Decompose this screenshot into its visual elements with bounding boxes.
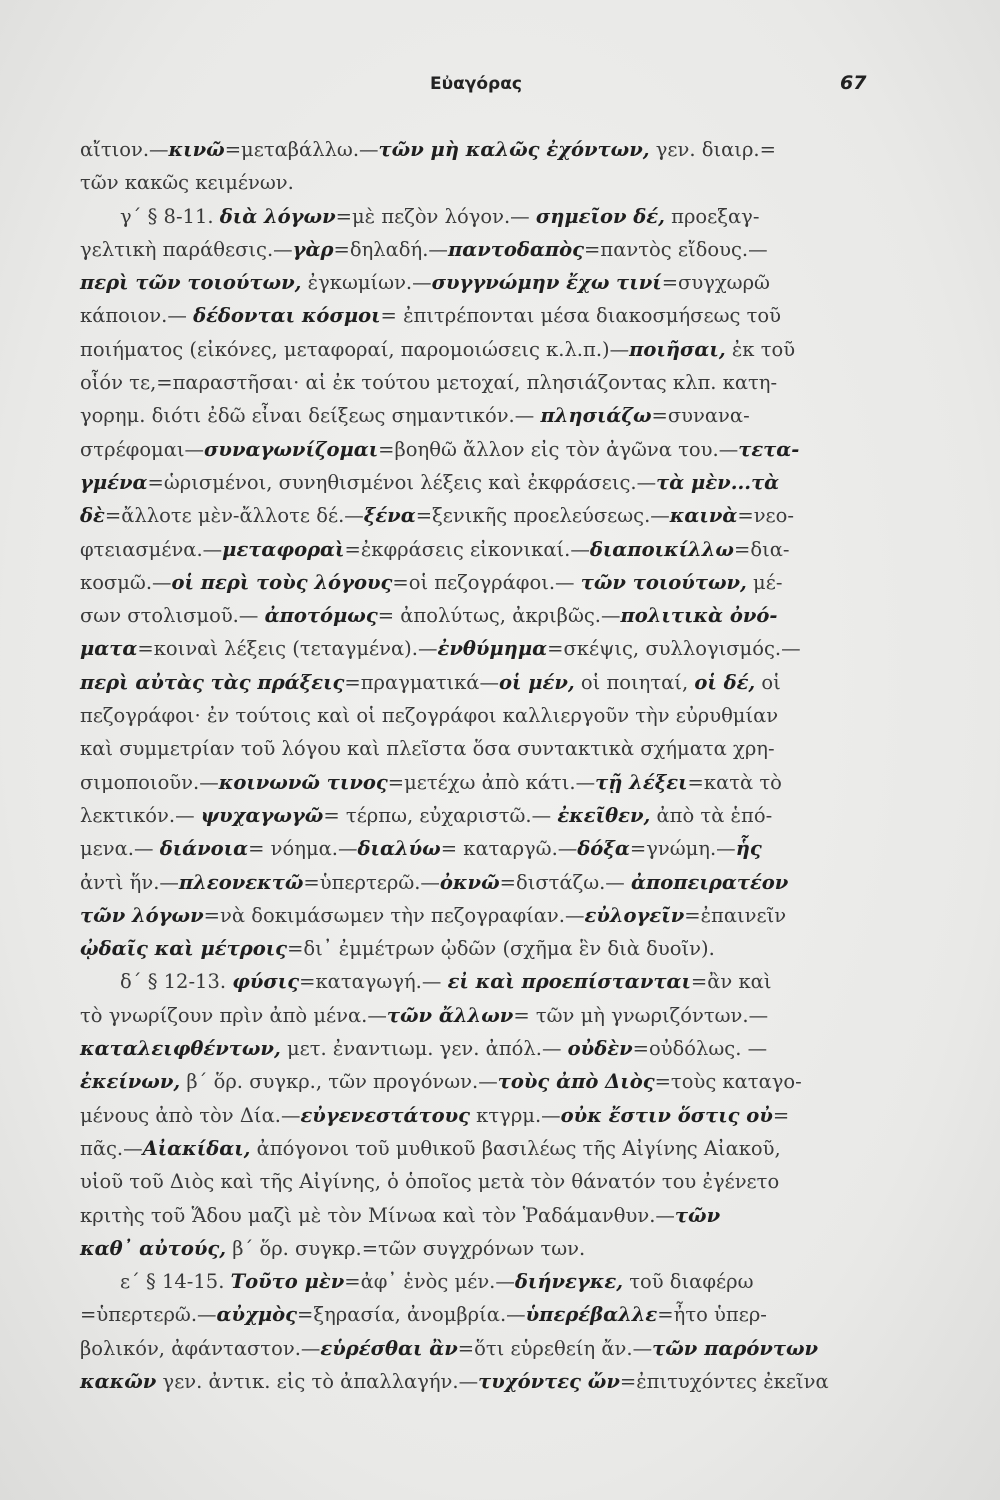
gloss-text: β΄ ὅρ. συγκρ.=τῶν συγχρόνων των. bbox=[226, 1236, 586, 1260]
gloss-text: γελτικὴ παράθεσις.— bbox=[80, 237, 293, 261]
glossed-term: κοινωνῶ τινος bbox=[218, 770, 388, 794]
glossed-term: ποιῆσαι, bbox=[629, 337, 726, 361]
gloss-text: =δηλαδή.— bbox=[333, 237, 448, 261]
text-line bbox=[80, 566, 880, 599]
glossed-term: καινὰ bbox=[669, 504, 738, 528]
text-line bbox=[80, 932, 880, 965]
glossed-term: διαλύω bbox=[357, 837, 441, 861]
glossed-term: τῶν παρόντων bbox=[652, 1336, 819, 1360]
gloss-text: =ὅτι εὑρεθείη ἄν.— bbox=[457, 1336, 653, 1360]
gloss-text: =ἀφ᾽ ἑνὸς μέν.— bbox=[344, 1270, 515, 1294]
text-line bbox=[80, 366, 880, 399]
gloss-text: οἱ ποιηταί, bbox=[574, 670, 695, 694]
gloss-text: =διστάζω.— bbox=[499, 870, 631, 894]
gloss-text: =ὑπερτερῶ.— bbox=[80, 1303, 217, 1327]
gloss-text: κοσμῶ.— bbox=[80, 570, 172, 594]
glossed-term: ἐκείνων, bbox=[80, 1070, 181, 1094]
gloss-text: πᾶς.— bbox=[80, 1136, 143, 1160]
glossed-term: ἐνθύμημα bbox=[437, 637, 548, 661]
glossed-term: πλεονεκτῶ bbox=[178, 870, 304, 894]
glossed-term: οἱ περὶ τοὺς λόγους bbox=[171, 570, 393, 594]
gloss-text: =νεο- bbox=[737, 504, 794, 528]
running-header bbox=[0, 70, 1000, 106]
gloss-text: στρέφομαι— bbox=[80, 437, 205, 461]
text-line bbox=[80, 1332, 880, 1365]
gloss-text: β΄ ὅρ. συγκρ., τῶν προγόνων.— bbox=[180, 1070, 498, 1094]
glossed-term: τῶν λόγων bbox=[80, 903, 204, 927]
gloss-text: =κοιναὶ λέξεις (τεταγμένα).— bbox=[137, 637, 438, 661]
gloss-text: =γνώμη.— bbox=[629, 837, 736, 861]
gloss-text: = τῶν μὴ γνωριζόντων.— bbox=[513, 1003, 769, 1027]
text-line bbox=[80, 1298, 880, 1331]
text-line bbox=[80, 133, 880, 166]
text-line bbox=[80, 200, 880, 233]
gloss-text: =ἐκφράσεις εἰκονικαί.— bbox=[344, 537, 590, 561]
glossed-term: παντοδαπὸς bbox=[447, 237, 585, 261]
glossed-term: πολιτικὰ ὀνό- bbox=[620, 604, 778, 628]
glossed-term: εἰ καὶ προεπίστανται bbox=[447, 970, 691, 994]
gloss-text: γεν. ἀντικ. εἰς τὸ ἀπαλλαγήν.— bbox=[156, 1369, 479, 1393]
gloss-text: =δια- bbox=[733, 537, 790, 561]
text-line bbox=[80, 399, 880, 432]
glossed-term: ψυχαγωγῶ bbox=[200, 803, 324, 827]
glossed-term: δέδονται κόσμοι bbox=[193, 304, 381, 328]
glossed-term: διάνοια bbox=[159, 837, 249, 861]
gloss-text: λεκτικόν.— bbox=[80, 803, 201, 827]
gloss-text: =τοὺς καταγο- bbox=[654, 1070, 802, 1094]
gloss-text: ε΄ § 14-15. bbox=[120, 1270, 231, 1294]
gloss-text: =ὑπερτερῶ.— bbox=[303, 870, 440, 894]
gloss-text: φτειασμένα.— bbox=[80, 537, 223, 561]
gloss-text: δ΄ § 12-13. bbox=[120, 970, 233, 994]
gloss-text: =ξηρασία, ἀνομβρία.— bbox=[297, 1303, 526, 1327]
glossed-term: ὀκνῶ bbox=[439, 870, 500, 894]
gloss-text: αἴτιον.— bbox=[80, 138, 169, 161]
gloss-text: =παντὸς εἴδους.— bbox=[584, 237, 768, 261]
glossed-term: διὰ λόγων bbox=[219, 204, 336, 228]
glossed-term: αὐχμὸς bbox=[216, 1303, 298, 1327]
gloss-text: κτγρμ.— bbox=[469, 1103, 561, 1127]
gloss-text: πεζογράφοι· ἐν τούτοις καὶ οἱ πεζογράφοι καλλιεργοῦν τὴν εὐρυθμίαν bbox=[80, 704, 779, 728]
text-line bbox=[80, 866, 880, 899]
gloss-text: μένους ἀπὸ τὸν Δία.— bbox=[80, 1103, 301, 1127]
gloss-text: =οἱ πεζογράφοι.— bbox=[392, 570, 581, 594]
gloss-text: =δι᾽ ἐμμέτρων ᾠδῶν (σχῆμα ἓν διὰ δυοῖν). bbox=[287, 937, 715, 961]
text-line bbox=[80, 699, 880, 732]
gloss-text: =συγχωρῶ bbox=[661, 271, 770, 295]
text-line bbox=[80, 832, 880, 865]
gloss-text: =οὐδόλως. — bbox=[632, 1037, 768, 1061]
glossed-term: κακῶν bbox=[80, 1369, 157, 1393]
glossed-term: γὰρ bbox=[292, 237, 334, 261]
glossed-term: οἱ δέ, bbox=[694, 670, 756, 694]
text-line bbox=[80, 166, 880, 199]
running-title: Εὐαγόρας bbox=[430, 74, 522, 94]
glossed-term: ἀποπειρατέον bbox=[631, 870, 789, 894]
glossed-term: διαποικίλλω bbox=[589, 537, 734, 561]
gloss-text: =κατὰ τὸ bbox=[687, 770, 782, 794]
gloss-text: κριτὴς τοῦ Ἅδου μαζὶ μὲ τὸν Μίνωα καὶ τὸν Ῥαδάμανθυν.— bbox=[80, 1203, 675, 1227]
glossed-term: Αἰακίδαι, bbox=[142, 1136, 251, 1160]
text-line bbox=[80, 1232, 880, 1265]
glossed-term: οἱ μέν, bbox=[498, 670, 575, 694]
glossed-term: συγγνώμην ἔχω τινί bbox=[431, 271, 662, 295]
text-line bbox=[80, 1132, 880, 1165]
gloss-text: = καταργῶ.— bbox=[440, 837, 578, 861]
gloss-text: οἱ bbox=[755, 670, 781, 694]
glossed-term: εὑρέσθαι ἂν bbox=[320, 1336, 458, 1360]
glossed-term: δὲ bbox=[80, 504, 105, 528]
gloss-text: =ἄλλοτε μὲν-ἄλλοτε δέ.— bbox=[104, 504, 364, 528]
glossed-term: καταλειφθέντων, bbox=[80, 1037, 281, 1061]
gloss-text: μέ- bbox=[746, 570, 783, 594]
glossed-term: τὰ μὲν...τὰ bbox=[656, 470, 780, 494]
gloss-text: γ΄ § 8-11. bbox=[120, 204, 220, 228]
text-line bbox=[80, 1365, 880, 1398]
gloss-text: καὶ συμμετρίαν τοῦ λόγου καὶ πλεῖστα ὅσα συντακτικὰ σχήματα χρη- bbox=[80, 737, 775, 761]
gloss-text: βολικόν, ἀφάνταστον.— bbox=[80, 1336, 321, 1360]
glossed-term: τῶν τοιούτων, bbox=[580, 570, 747, 594]
gloss-text: = τέρπω, εὐχαριστῶ.— bbox=[323, 803, 558, 827]
text-line bbox=[80, 1032, 880, 1065]
glossed-term: ἀποτόμως bbox=[264, 604, 378, 628]
glossed-term: γμένα bbox=[80, 470, 148, 494]
gloss-text: =ξενικῆς προελεύσεως.— bbox=[415, 504, 670, 528]
glossed-term: τῇ λέξει bbox=[595, 770, 688, 794]
glossed-term: ματα bbox=[80, 637, 138, 661]
gloss-text: =ἂν καὶ bbox=[690, 970, 772, 994]
glossed-term: καθ᾽ αὐτούς, bbox=[80, 1236, 227, 1260]
glossed-term: οὐδὲν bbox=[567, 1037, 633, 1061]
text-line bbox=[80, 333, 880, 366]
gloss-text: =μὲ πεζὸν λόγον.— bbox=[335, 204, 536, 228]
gloss-text: = νόημα.— bbox=[248, 837, 358, 861]
text-line bbox=[80, 766, 880, 799]
commentary-text bbox=[80, 133, 880, 1398]
text-line bbox=[80, 632, 880, 665]
gloss-text: γορημ. διότι ἐδῶ εἶναι δείξεως σημαντικόν.— bbox=[80, 404, 541, 428]
glossed-term: εὐλογεῖν bbox=[584, 903, 685, 927]
glossed-term: μεταφοραὶ bbox=[222, 537, 345, 561]
glossed-term: τῶν μὴ καλῶς ἐχόντων, bbox=[378, 138, 650, 161]
glossed-term: ὑπερέβαλλε bbox=[525, 1303, 658, 1327]
gloss-text: οἷόν τε,=παραστῆσαι· αἱ ἐκ τούτου μετοχαί, πλησιάζοντας κλπ. κατη- bbox=[80, 371, 778, 395]
gloss-text: ἐκ τοῦ bbox=[725, 337, 796, 361]
gloss-text: = ἀπολύτως, ἀκριβῶς.— bbox=[377, 604, 621, 628]
text-line bbox=[80, 899, 880, 932]
glossed-term: τῶν bbox=[674, 1203, 721, 1227]
glossed-term: τετα- bbox=[738, 437, 800, 461]
gloss-text: =ἐπαινεῖν bbox=[684, 903, 787, 927]
gloss-text: τοῦ διαφέρω bbox=[623, 1270, 754, 1294]
text-line bbox=[80, 1165, 880, 1198]
gloss-text: μετ. ἐναντιωμ. γεν. ἀπόλ.— bbox=[280, 1037, 568, 1061]
gloss-text: σιμοποιοῦν.— bbox=[80, 770, 219, 794]
gloss-text: γεν. διαιρ.= bbox=[649, 138, 776, 161]
glossed-term: ξένα bbox=[363, 504, 416, 528]
gloss-text: =ἐπιτυχόντες ἐκεῖνα bbox=[619, 1369, 829, 1393]
gloss-text: ἀντὶ ἥν.— bbox=[80, 870, 179, 894]
glossed-term: φύσις bbox=[232, 970, 300, 994]
text-line bbox=[80, 499, 880, 532]
gloss-text: σων στολισμοῦ.— bbox=[80, 604, 265, 628]
gloss-text: =ὡρισμένοι, συνηθισμένοι λέξεις καὶ ἐκφράσεις.— bbox=[147, 470, 657, 494]
glossed-term: διήνεγκε, bbox=[514, 1270, 624, 1294]
text-line bbox=[80, 299, 880, 332]
text-line bbox=[80, 233, 880, 266]
gloss-text: μενα.— bbox=[80, 837, 160, 861]
text-line bbox=[80, 799, 880, 832]
glossed-term: δόξα bbox=[577, 837, 630, 861]
glossed-term: κινῶ bbox=[168, 138, 225, 161]
glossed-term: Τοῦτο μὲν bbox=[230, 1270, 345, 1294]
gloss-text: =ἦτο ὑπερ- bbox=[657, 1303, 767, 1327]
gloss-text: ἀπὸ τὰ ἑπό- bbox=[650, 803, 773, 827]
text-line bbox=[80, 1099, 880, 1132]
gloss-text: τὸ γνωρίζουν πρὶν ἀπὸ μένα.— bbox=[80, 1003, 387, 1027]
gloss-text: ποιήματος (εἰκόνες, μεταφοραί, παρομοιώσεις κ.λ.π.)— bbox=[80, 337, 630, 361]
gloss-text: =μετέχω ἀπὸ κάτι.— bbox=[387, 770, 596, 794]
page-number: 67 bbox=[840, 72, 867, 94]
gloss-text: =μεταβάλλω.— bbox=[224, 138, 379, 161]
glossed-term: τυχόντες ὤν bbox=[478, 1369, 620, 1393]
gloss-text: =βοηθῶ ἄλλον εἰς τὸν ἀγῶνα του.— bbox=[378, 437, 739, 461]
gloss-text: τῶν κακῶς κειμένων. bbox=[80, 171, 294, 195]
text-line bbox=[80, 1199, 880, 1232]
glossed-term: ᾠδαῖς καὶ μέτροις bbox=[80, 937, 288, 961]
text-line bbox=[80, 433, 880, 466]
glossed-term: τῶν ἄλλων bbox=[386, 1003, 514, 1027]
text-line bbox=[80, 1065, 880, 1098]
text-line bbox=[80, 466, 880, 499]
glossed-term: σημεῖον δέ, bbox=[535, 204, 665, 228]
glossed-term: τοὺς ἀπὸ Διὸς bbox=[497, 1070, 655, 1094]
gloss-text: προεξαγ- bbox=[664, 204, 760, 228]
glossed-term: περὶ αὐτὰς τὰς πράξεις bbox=[80, 670, 345, 694]
text-line bbox=[80, 533, 880, 566]
glossed-term: ἧς bbox=[735, 837, 762, 861]
gloss-text: κάποιον.— bbox=[80, 304, 194, 328]
gloss-text: =πραγματικά— bbox=[344, 670, 499, 694]
gloss-text: ἀπόγονοι τοῦ μυθικοῦ βασιλέως τῆς Αἰγίνης Αἰακοῦ, bbox=[250, 1136, 781, 1160]
glossed-term: οὐκ ἔστιν ὅστις οὐ bbox=[560, 1103, 773, 1127]
text-line bbox=[80, 266, 880, 299]
text-line bbox=[80, 732, 880, 765]
gloss-text: υἱοῦ τοῦ Διὸς καὶ τῆς Αἰγίνης, ὁ ὁποῖος μετὰ τὸν θάνατόν του ἐγένετο bbox=[80, 1170, 780, 1194]
glossed-term: ἐκεῖθεν, bbox=[557, 803, 651, 827]
text-line bbox=[80, 599, 880, 632]
gloss-text: =συνανα- bbox=[651, 404, 750, 428]
glossed-term: πλησιάζω bbox=[540, 404, 652, 428]
glossed-term: περὶ τῶν τοιούτων, bbox=[80, 271, 302, 295]
gloss-text: =καταγωγή.— bbox=[299, 970, 448, 994]
text-line bbox=[80, 965, 880, 998]
gloss-text: = bbox=[772, 1103, 790, 1127]
glossed-term: εὐγενεστάτους bbox=[300, 1103, 470, 1127]
gloss-text: =σκέψις, συλλογισμός.— bbox=[547, 637, 801, 661]
gloss-text: =νὰ δοκιμάσωμεν τὴν πεζογραφίαν.— bbox=[203, 903, 585, 927]
glossed-term: συναγωνίζομαι bbox=[204, 437, 379, 461]
gloss-text: ἐγκωμίων.— bbox=[301, 271, 432, 295]
text-line bbox=[80, 999, 880, 1032]
text-line bbox=[80, 1265, 880, 1298]
text-line bbox=[80, 666, 880, 699]
gloss-text: = ἐπιτρέπονται μέσα διακοσμήσεως τοῦ bbox=[380, 304, 781, 328]
